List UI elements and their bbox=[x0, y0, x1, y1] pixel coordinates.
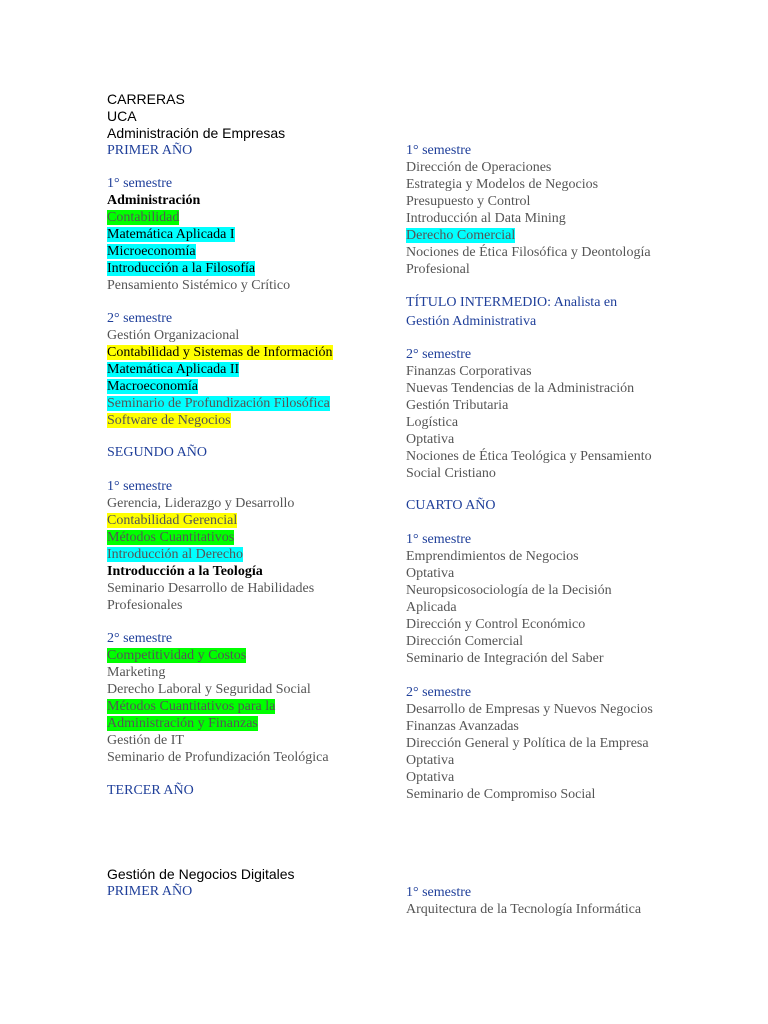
course-item: Dirección Comercial bbox=[406, 634, 524, 649]
course-item: Emprendimientos de Negocios bbox=[406, 549, 579, 564]
semester-heading: 2° semestre bbox=[107, 631, 173, 646]
course-item: Arquitectura de la Tecnología Informática bbox=[406, 902, 642, 917]
career-title: Administración de Empresas bbox=[107, 125, 286, 141]
course-item: Nuevas Tendencias de la Administración bbox=[406, 381, 635, 396]
course-item: Finanzas Corporativas bbox=[406, 364, 532, 379]
course-item: Introducción al Data Mining bbox=[406, 211, 566, 226]
course-item: Optativa bbox=[406, 753, 455, 768]
course-item: Introducción a la Filosofía bbox=[107, 261, 256, 276]
course-item: Presupuesto y Control bbox=[406, 194, 531, 209]
course-item: Aplicada bbox=[406, 600, 457, 615]
course-item: Microeconomía bbox=[107, 244, 196, 259]
course-item: Profesional bbox=[406, 262, 470, 277]
course-item: Introducción a la Teología bbox=[107, 564, 263, 579]
course-item: Gestión de IT bbox=[107, 733, 184, 748]
year-heading: TERCER AÑO bbox=[107, 783, 194, 798]
course-item: Dirección de Operaciones bbox=[406, 160, 552, 175]
year-heading: SEGUNDO AÑO bbox=[107, 445, 207, 460]
course-item: Seminario de Profundización Filosófica bbox=[107, 396, 330, 411]
doc-heading-carreras: CARRERAS bbox=[107, 91, 185, 107]
course-item: Neuropsicosociología de la Decisión bbox=[406, 583, 612, 598]
doc-heading-uca: UCA bbox=[107, 108, 137, 124]
course-item: Gestión Organizacional bbox=[107, 328, 240, 343]
course-item: Seminario de Compromiso Social bbox=[406, 787, 596, 802]
course-item: Competitividad y Costos bbox=[107, 648, 247, 663]
course-item: Optativa bbox=[406, 432, 455, 447]
semester-heading: 2° semestre bbox=[107, 311, 173, 326]
course-item: Profesionales bbox=[107, 598, 183, 613]
course-item: Macroeconomía bbox=[107, 379, 198, 394]
year-heading: PRIMER AÑO bbox=[107, 884, 193, 899]
year-heading: PRIMER AÑO bbox=[107, 143, 193, 158]
year-heading: CUARTO AÑO bbox=[406, 498, 496, 513]
intermediate-title: TÍTULO INTERMEDIO: Analista en bbox=[406, 295, 618, 310]
course-item: Estrategia y Modelos de Negocios bbox=[406, 177, 599, 192]
course-item: Seminario Desarrollo de Habilidades bbox=[107, 581, 315, 596]
course-item: Contabilidad bbox=[107, 210, 180, 225]
course-item: Optativa bbox=[406, 770, 455, 785]
semester-heading: 2° semestre bbox=[406, 347, 472, 362]
semester-heading: 1° semestre bbox=[107, 176, 173, 191]
career-title: Gestión de Negocios Digitales bbox=[107, 866, 295, 882]
semester-heading: 1° semestre bbox=[107, 479, 173, 494]
course-item: Administración y Finanzas bbox=[107, 716, 258, 731]
course-item: Gerencia, Liderazgo y Desarrollo bbox=[107, 496, 295, 511]
semester-heading: 2° semestre bbox=[406, 685, 472, 700]
course-item: Software de Negocios bbox=[107, 413, 231, 428]
course-item: Matemática Aplicada I bbox=[107, 227, 235, 242]
course-item: Gestión Tributaria bbox=[406, 398, 509, 413]
course-item: Métodos Cuantitativos bbox=[107, 530, 235, 545]
course-item: Introducción al Derecho bbox=[107, 547, 244, 562]
course-item: Social Cristiano bbox=[406, 466, 496, 481]
course-item: Optativa bbox=[406, 566, 455, 581]
course-item: Dirección y Control Económico bbox=[406, 617, 586, 632]
semester-heading: 1° semestre bbox=[406, 885, 472, 900]
course-item: Dirección General y Política de la Empresa bbox=[406, 736, 649, 751]
course-item: Desarrollo de Empresas y Nuevos Negocios bbox=[406, 702, 653, 717]
course-item: Administración bbox=[107, 193, 201, 208]
course-item: Contabilidad Gerencial bbox=[107, 513, 238, 528]
course-item: Seminario de Integración del Saber bbox=[406, 651, 604, 666]
course-item: Nociones de Ética Filosófica y Deontología bbox=[406, 245, 651, 260]
course-item: Métodos Cuantitativos para la bbox=[107, 699, 276, 714]
course-item: Contabilidad y Sistemas de Información bbox=[107, 345, 333, 360]
course-item: Derecho Comercial bbox=[406, 228, 516, 243]
semester-heading: 1° semestre bbox=[406, 532, 472, 547]
course-item: Derecho Laboral y Seguridad Social bbox=[107, 682, 311, 697]
course-item: Nociones de Ética Teológica y Pensamiento bbox=[406, 449, 652, 464]
course-item: Marketing bbox=[107, 665, 166, 680]
course-item: Seminario de Profundización Teológica bbox=[107, 750, 329, 765]
intermediate-title: Gestión Administrativa bbox=[406, 314, 537, 329]
course-item: Matemática Aplicada II bbox=[107, 362, 240, 377]
course-item: Finanzas Avanzadas bbox=[406, 719, 519, 734]
course-item: Pensamiento Sistémico y Crítico bbox=[107, 278, 291, 293]
semester-heading: 1° semestre bbox=[406, 143, 472, 158]
course-item: Logística bbox=[406, 415, 459, 430]
